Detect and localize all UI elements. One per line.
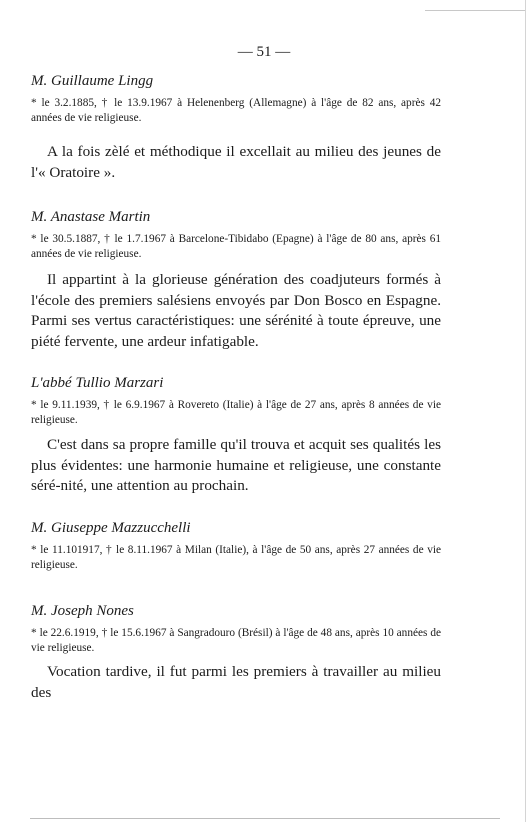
entry-text: C'est dans sa propre famille qu'il trouva et acquit ses qualités les plus évidentes: une harmonie humaine et religieuse, une constante séré-nité, une attention au prochain. [31,436,441,494]
entry-dates: * le 9.11.1939, † le 6.9.1967 à Rovereto (Italie) à l'âge de 27 ans, après 8 années de vie religieuse. [31,399,441,426]
entry-name: M. Giuseppe Mazzucchelli [31,520,191,536]
entry-dates: * le 3.2.1885, † le 13.9.1967 à Helenenberg (Allemagne) à l'âge de 82 ans, après 42 années de vie religieuse. [31,97,441,124]
obituary-entry [31,72,441,183]
entry-text: Vocation tardive, il fut parmi les premiers à travailler au milieu des [31,663,441,701]
entry-text: Il appartint à la glorieuse génération des coadjuteurs formés à l'école des premiers salésiens envoyés par Don Bosco en Espagne. Parmi ses vertus caractéristiques: une sérénité à toute épreuve, une piété fervente, une ardeur infatigable. [31,271,441,350]
entry-dates: * le 11.101917, † le 8.11.1967 à Milan (Italie), à l'âge de 50 ans, après 27 années de vie religieuse. [31,544,441,571]
page-edge [525,0,526,822]
obituary-entry [31,602,441,703]
entry-dates: * le 30.5.1887, † le 1.7.1967 à Barcelone-Tibidabo (Epagne) à l'âge de 80 ans, après 61 années de vie religieuse. [31,233,441,260]
scan-mark [425,10,525,11]
entry-text: A la fois zèlé et méthodique il excellait au milieu des jeunes de l'« Oratoire ». [31,143,441,181]
entry-name: M. Joseph Nones [31,603,134,619]
page-bottom-edge [30,818,500,819]
obituary-entry [31,208,441,352]
entry-name: M. Guillaume Lingg [31,73,154,89]
obituary-entry [31,374,441,497]
entry-name: L'abbé Tullio Marzari [31,375,164,391]
entry-dates: * le 22.6.1919, † le 15.6.1967 à Sangradouro (Brésil) à l'âge de 48 ans, après 10 années de vie religieuse. [31,627,441,654]
entry-name: M. Anastase Martin [31,209,151,225]
page-number: — 51 — [237,44,291,60]
obituary-entry [31,519,441,573]
